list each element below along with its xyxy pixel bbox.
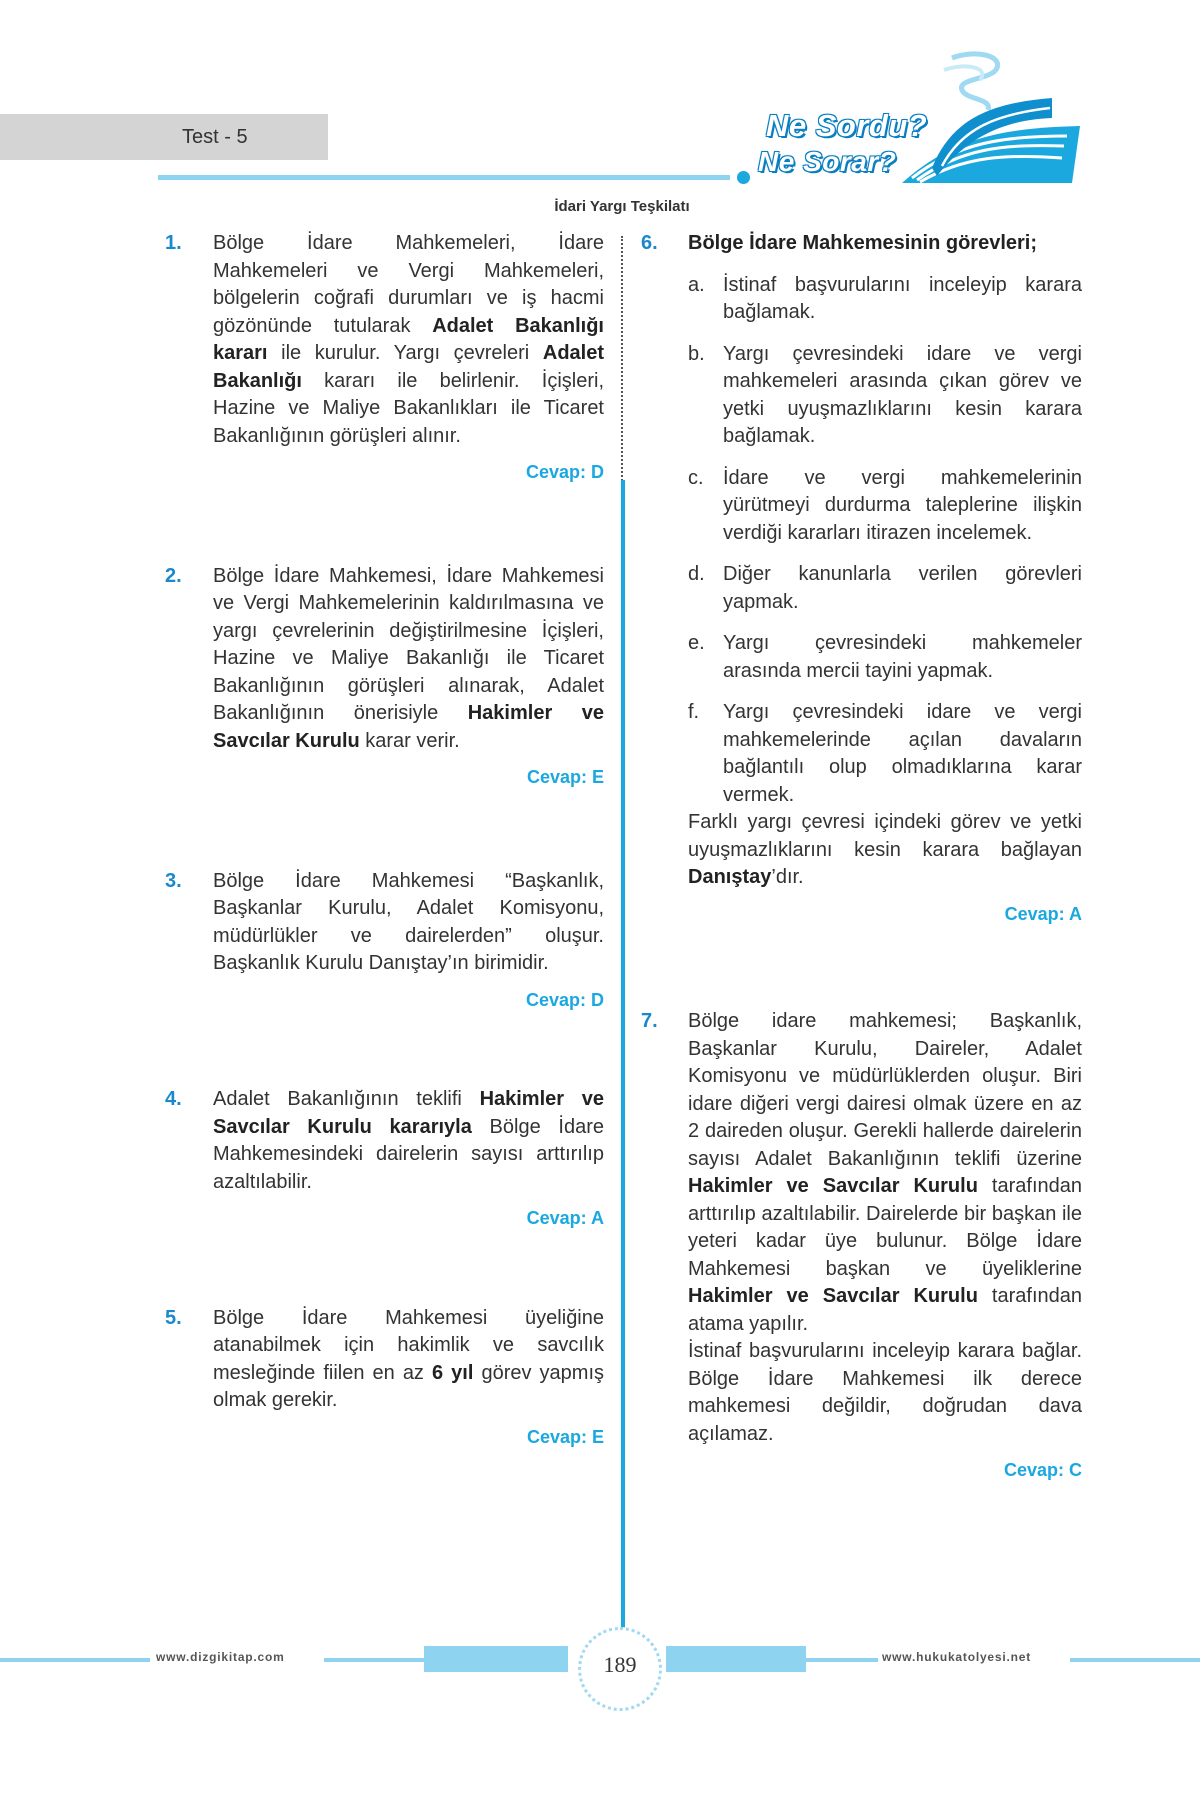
footer-right-url: www.hukukatolyesi.net	[882, 1650, 1032, 1664]
right-column	[636, 230, 1082, 1485]
option-c: c. İdare ve vergi mahkemelerinin yürütmeyi durdurma taleplerine ilişkin verdiği kararları itirazen incelemek.	[688, 466, 1082, 544]
question-text: Adalet Bakanlığının teklifi Hakimler ve Savcılar Kurulu kararıyla Bölge İdare Mahkemesindeki dairelerin sayısı arttırılıp azaltılabilir.	[213, 1088, 604, 1193]
header-rule	[158, 175, 730, 180]
question-text: Bölge İdare Mahkemesi “Başkanlık, Başkanlar Kurulu, Adalet Komisyonu, müdürlükler ve dairelerden” oluşur. Başkanlık Kurulu Danıştay’ın birimidir.	[213, 869, 604, 974]
option-list	[688, 272, 1082, 810]
answer-label: Cevap: E	[526, 1426, 604, 1447]
question-5	[160, 1305, 604, 1452]
option-d: d. Diğer kanunlarla verilen görevleri yapmak.	[688, 563, 1082, 613]
answer-label: Cevap: A	[526, 1208, 604, 1228]
question-text: Bölge idare mahkemesi; Başkanlık, Başkanlar Kurulu, Daireler, Adalet Komisyonu ve müdürlüklerden oluşur. Biri idare diğeri vergi dairesi olmak üzere en az 2 daireden oluşur. Gerekli hallerde dairelerin sayısı Adalet Bakanlığının teklifi üzerine Hakimler ve Savcılar Kurulu tarafından arttırılıp azaltılabilir. Dairelerde bir başkan ile yeteri kadar üye bulunur. Bölge İdare Mahkemesi başkan ve üyeliklerine Hakimler ve Savcılar Kurulu tarafından atama yapılır.	[688, 1010, 1082, 1335]
question-3	[160, 868, 604, 1015]
footer-rule-right-mid	[806, 1658, 878, 1662]
test-label: Test - 5	[182, 126, 248, 148]
column-divider-bar	[621, 480, 625, 1630]
footer-rule-left-mid	[324, 1658, 424, 1662]
answer-label: Cevap: A	[1004, 903, 1082, 924]
answer-label: Cevap: E	[526, 767, 604, 787]
option-e: e. Yargı çevresindeki mahkemeler arasında mercii tayini yapmak.	[688, 632, 1082, 682]
ne-sordu-logo	[752, 48, 1084, 196]
logo-text-line2: Ne Sorar?	[758, 146, 897, 177]
question-number: 2.	[165, 564, 182, 587]
question-number: 1.	[165, 232, 182, 254]
question-number: 4.	[165, 1088, 182, 1110]
test-label-tab	[0, 114, 328, 160]
page-number: 189	[603, 1652, 637, 1677]
footer-rule-right	[1070, 1658, 1200, 1662]
logo-text-line1: Ne Sordu?	[766, 108, 928, 143]
question-1	[160, 230, 604, 487]
question-6	[636, 230, 1082, 928]
question-explanation: İstinaf başvurularını inceleyip karara bağlar. Bölge İdare Mahkemesi ilk derece mahkemesi değildir, doğrudan dava açılamaz.	[688, 1340, 1082, 1445]
question-explanation: Farklı yargı çevresi içindeki görev ve yetki uyuşmazlıklarını kesin karara bağlayan Danıştay’dır.	[688, 811, 1082, 888]
question-7	[636, 1008, 1082, 1485]
question-title: Bölge İdare Mahkemesinin görevleri;	[688, 232, 1037, 254]
question-2	[160, 563, 604, 792]
question-number: 5.	[165, 1306, 182, 1329]
answer-label: Cevap: D	[525, 462, 604, 482]
option-f: f. Yargı çevresindeki idare ve vergi mahkemelerinde açılan davaların bağlantılı olup olmadıklarına karar vermek.	[688, 701, 1082, 806]
question-number: 3.	[165, 869, 182, 892]
question-text: Bölge İdare Mahkemesi üyeliğine atanabilmek için hakimlik ve savcılık mesleğinde fiilen en az 6 yıl görev yapmış olmak gerekir.	[213, 1306, 605, 1411]
footer-left-url: www.dizgikitap.com	[156, 1650, 285, 1664]
footer-rule-left	[0, 1658, 150, 1662]
question-4	[160, 1086, 604, 1233]
left-column	[160, 230, 604, 1451]
question-text: Bölge İdare Mahkemesi, İdare Mahkemesi ve Vergi Mahkemelerinin kaldırılmasına ve yargı çevrelerinin değiştirilmesine İçişleri, Hazine ve Maliye Bakanlığı ile Ticaret Bakanlığının görüşleri alınarak, Adalet Bakanlığının önerisiyle Hakimler ve Savcılar Kurulu karar verir.	[213, 564, 604, 752]
question-number: 7.	[641, 1010, 658, 1032]
option-b: b. Yargı çevresindeki idare ve vergi mahkemeleri arasında çıkan görev ve yetki uyuşmazlıklarını kesin karara bağlamak.	[688, 342, 1082, 447]
footer-bar-right	[666, 1646, 806, 1672]
header-rule-dot	[737, 171, 750, 184]
question-text: Bölge İdare Mahkemeleri, İdare Mahkemeleri ve Vergi Mahkemeleri, bölgelerin coğrafi durumları ve iş hacmi gözönünde tutularak Adalet Bakanlığı kararı ile kurulur. Yargı çevreleri Adalet Bakanlığı kararı ile belirlenir. İçişleri, Hazine ve Maliye Bakanlıkları ile Ticaret Bakanlığının görüşleri alınır.	[213, 232, 604, 447]
question-number: 6.	[641, 232, 658, 254]
option-a: a. İstinaf başvurularını inceleyip karara bağlamak.	[688, 273, 1082, 323]
footer-bar-left	[424, 1646, 568, 1672]
section-title: İdari Yargı Teşkilatı	[554, 198, 690, 215]
answer-label: Cevap: C	[1003, 1460, 1082, 1480]
answer-label: Cevap: D	[525, 989, 604, 1010]
